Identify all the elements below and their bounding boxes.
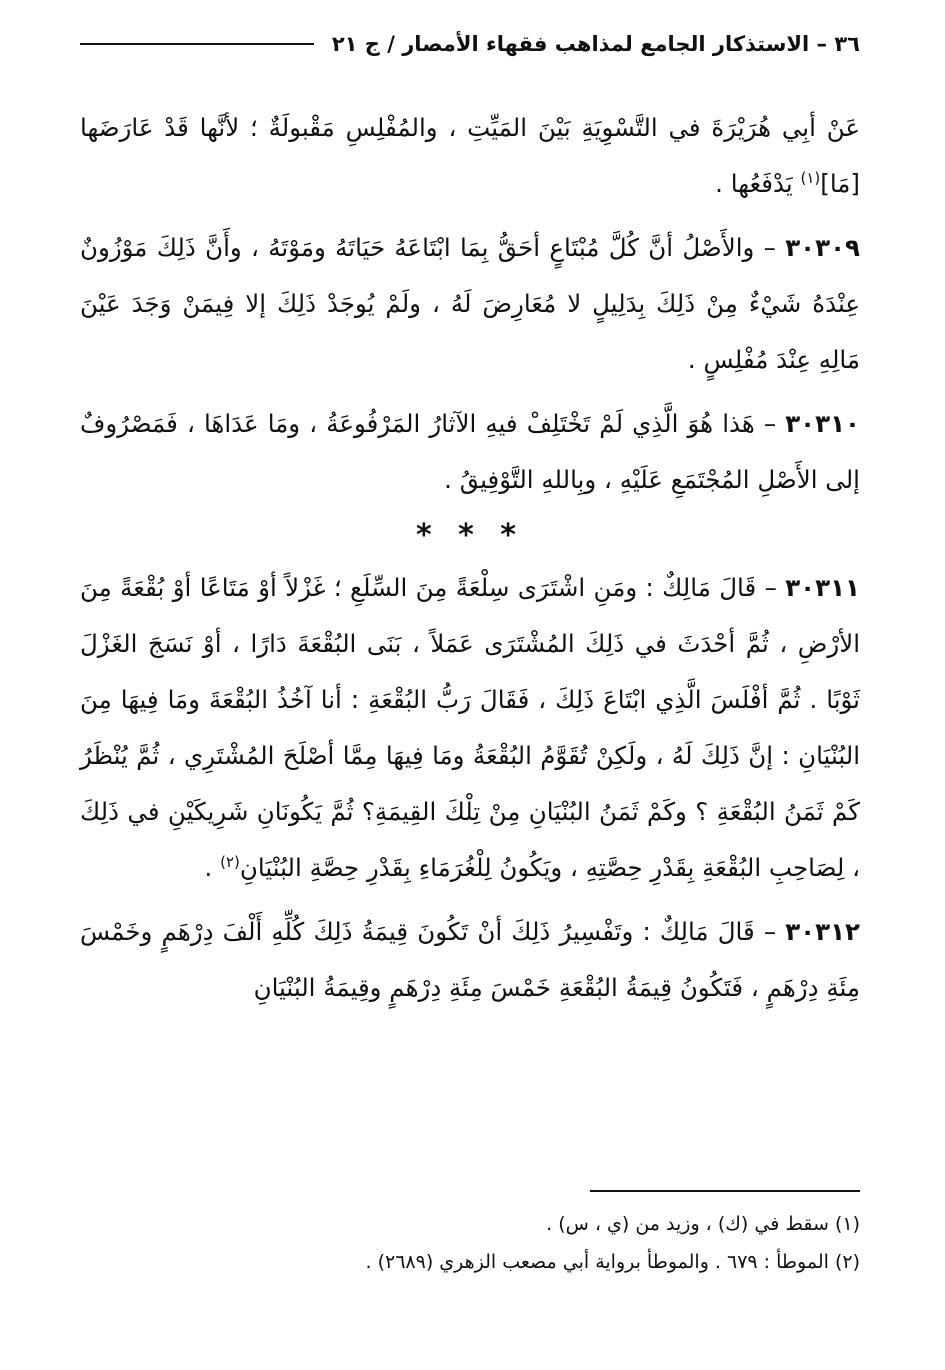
paragraph-text: – قَالَ مَالِكٌ : وتَفْسِيرُ ذَلِكَ أنْ تَكُونَ قِيمَةُ ذَلِكَ كُلِّهِ أَلْفَ دِرْهَمٍ وخَمْسَ مِئَةِ دِرْهَمٍ ، فَتَكُونُ قِيمَةُ البُقْعَةِ خَمْسَ مِئَةِ دِرْهَمٍ وقِيمَةُ البُنْيَانِ (80, 917, 860, 1002)
paragraph-text: – والأَصْلُ أنَّ كُلَّ مُبْتَاعٍ أحَقُّ بِمَا ابْتَاعَهُ حَيَاتَهُ ومَوْتَهُ ، وأَنَّ ذَلِكَ مَوْزُونٌ عِنْدَهُ شَيْءٌ مِنْ ذَلِكَ بِدَلِيلٍ لا مُعَارِضَ لَهُ ، ولَمْ يُوجَدْ ذَلِكَ إلا فِيمَنْ وَجَدَ عَيْنَ مَالِهِ عِنْدَ مُفْلِسٍ . (80, 233, 860, 374)
paragraph-number: ٣٠٣١١ (785, 573, 860, 602)
main-text (80, 100, 860, 1024)
paragraph-number: ٣٠٣١٠ (785, 409, 860, 438)
paragraph-30309 (80, 220, 860, 388)
running-header (80, 26, 860, 62)
footnote-marker-1[interactable]: (١) (800, 168, 821, 187)
paragraph-number: ٣٠٣٠٩ (785, 233, 860, 262)
paragraph-30312 (80, 904, 860, 1016)
paragraph-continuation (80, 100, 860, 212)
paragraph-30311 (80, 560, 860, 896)
footnotes (80, 1205, 860, 1281)
paragraph-30310 (80, 396, 860, 508)
paragraph-number: ٣٠٣١٢ (785, 917, 860, 946)
footnote-2: (٢) الموطأ : ٦٧٩ . والموطأ برواية أبي مصعب الزهري (٢٦٨٩) . (365, 1251, 860, 1273)
section-separator: * * * (416, 518, 524, 553)
paragraph-text: – قَالَ مَالِكٌ : ومَنِ اشْتَرَى سِلْعَةً مِنَ السِّلَعِ ؛ غَزْلاً أوْ مَتَاعًا أوْ بُقْعَةً مِنَ الأرْضِ ، ثُمَّ أحْدَثَ في ذَلِكَ المُشْتَرَى عَمَلاً ، بَنَى البُقْعَةَ دَارًا ، أوْ نَسَجَ الغَزْلَ ثَوْبًا . ثُمَّ أفْلَسَ الَّذِي ابْتَاعَ ذَلِكَ ، فَقَالَ رَبُّ البُقْعَةِ : أنا آخُذُ البُقْعَةَ ومَا فِيهَا مِنَ البُنْيَانِ : إنَّ ذَلِكَ لَهُ ، ولَكِنْ تُقَوَّمُ البُقْعَةُ ومَا فِيهَا مِمَّا أصْلَحَ المُشْتَرِي ، ثُمَّ يُنْظَرُ كَمْ ثَمَنُ البُقْعَةِ ؟ وكَمْ ثَمَنُ البُنْيَانِ مِنْ تِلْكَ القِيمَةِ؟ ثُمَّ يَكُونَانِ شَرِيكَيْنِ في ذَلِكَ ، لِصَاحِبِ البُقْعَةِ بِقَدْرِ حِصَّتِهِ ، ويَكُونُ لِلْغُرَمَاءِ بِقَدْرِ حِصَّةِ البُنْيَانِ (80, 573, 860, 882)
paragraph-tail: يَدْفَعُها . (715, 169, 801, 198)
header-title: ٣٦ – الاستذكار الجامع لمذاهب فقهاء الأمصار / ج ٢١ (331, 32, 860, 56)
footnote-marker-2[interactable]: (٢) (220, 852, 240, 871)
paragraph-text: عَنْ أبِي هُرَيْرَةَ في التَّسْوِيَةِ بَيْنَ المَيِّتِ ، والمُفْلِسِ مَقْبولَةٌ ؛ لأنَّها قَدْ عَارَضَها [مَا] (80, 113, 860, 198)
paragraph-tail: . (204, 853, 221, 882)
footnote-1: (١) سقط في (ك) ، وزيد من (ي ، س) . (546, 1213, 860, 1235)
paragraph-text: – هَذا هُوَ الَّذِي لَمْ تَخْتَلِفْ فيهِ الآثارُ المَرْفُوعَةُ ، ومَا عَدَاهَا ، فَمَصْرُوفٌ إلى الأَصْلِ المُجْتَمَعِ عَلَيْهِ ، وبِاللهِ التَّوْفِيقُ . (80, 409, 860, 494)
header-rule (80, 43, 314, 45)
footnote-rule (590, 1190, 860, 1192)
